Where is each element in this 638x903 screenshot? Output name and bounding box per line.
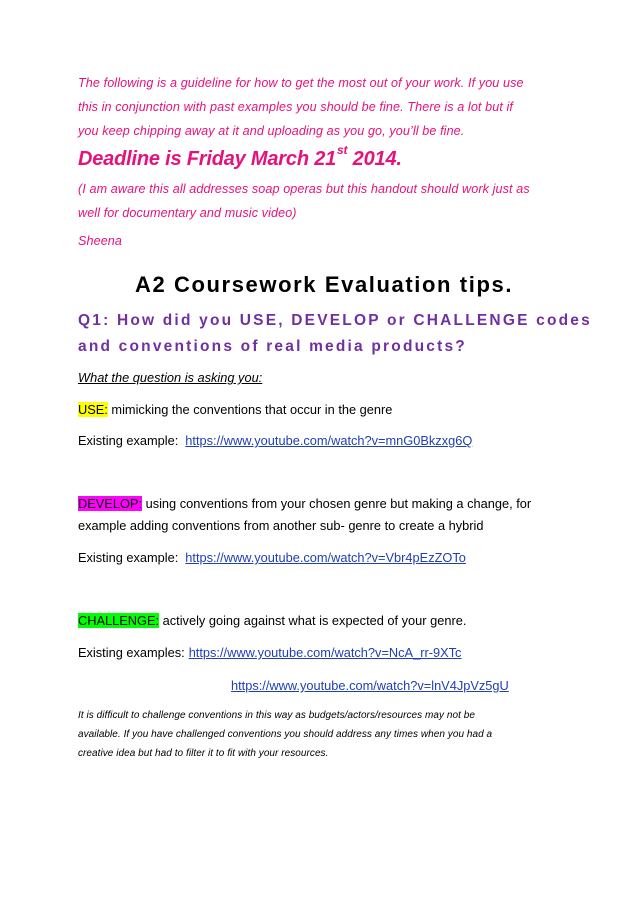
question-line-2: and conventions of real media products? <box>78 338 467 355</box>
use-example-line <box>78 433 472 448</box>
use-description: mimicking the conventions that occur in the genre <box>107 402 393 417</box>
intro-line-3: you keep chipping away at it and uploading as you go, you’ll be fine. <box>78 124 465 138</box>
note-line-2: available. If you have challenged conventions you should address any times when you had a <box>78 729 493 740</box>
deadline-heading <box>78 143 402 171</box>
question-line-1: Q1: How did you USE, DEVELOP or CHALLENGE codes <box>78 312 592 329</box>
page-title <box>0 272 638 298</box>
challenge-example-link-2[interactable]: https://www.youtube.com/watch?v=lnV4JpVz5gU <box>231 678 509 693</box>
use-line <box>78 402 392 417</box>
asking-label: What the question is asking you: <box>78 370 263 385</box>
aside-line-1: (I am aware this all addresses soap operas but this handout should work just as <box>78 182 530 196</box>
develop-example-link[interactable]: https://www.youtube.com/watch?v=Vbr4pEzZOTo <box>185 550 466 565</box>
use-example-label: Existing example: <box>78 433 179 448</box>
signature: Sheena <box>78 234 123 248</box>
use-example-link[interactable]: https://www.youtube.com/watch?v=mnG0Bkzxg6Q <box>185 433 473 448</box>
develop-line-1 <box>78 496 531 511</box>
challenge-description: actively going against what is expected of your genre. <box>159 613 467 628</box>
deadline-prefix: Deadline is Friday March 21 <box>78 148 337 170</box>
develop-line-2: example adding conventions from another sub- genre to create a hybrid <box>78 518 484 533</box>
deadline-ordinal: st <box>337 143 348 157</box>
page-title-text: A2 Coursework Evaluation tips. <box>134 272 514 297</box>
develop-example-label: Existing example: <box>78 550 179 565</box>
note-line-1: It is difficult to challenge conventions in this way as budgets/actors/resources may not be <box>78 710 475 721</box>
challenge-highlight-label: CHALLENGE: <box>78 613 160 628</box>
intro-line-2: this in conjunction with past examples you should be fine. There is a lot but if <box>78 100 514 114</box>
note-line-3: creative idea but had to filter it to fit with your resources. <box>78 748 329 759</box>
challenge-example-link-1[interactable]: https://www.youtube.com/watch?v=NcA_rr-9XTc <box>188 645 462 660</box>
use-highlight-label: USE: <box>78 402 108 417</box>
develop-highlight-label: DEVELOP: <box>78 496 143 511</box>
challenge-example-line <box>78 645 461 660</box>
challenge-example-line-2 <box>231 678 509 693</box>
challenge-line <box>78 613 466 628</box>
develop-example-line <box>78 550 466 565</box>
develop-description: using conventions from your chosen genre but making a change, for <box>142 496 532 511</box>
aside-line-2: well for documentary and music video) <box>78 206 297 220</box>
deadline-year: 2014. <box>347 148 402 170</box>
challenge-example-label: Existing examples: <box>78 645 185 660</box>
intro-line-1: The following is a guideline for how to get the most out of your work. If you use <box>78 76 524 90</box>
